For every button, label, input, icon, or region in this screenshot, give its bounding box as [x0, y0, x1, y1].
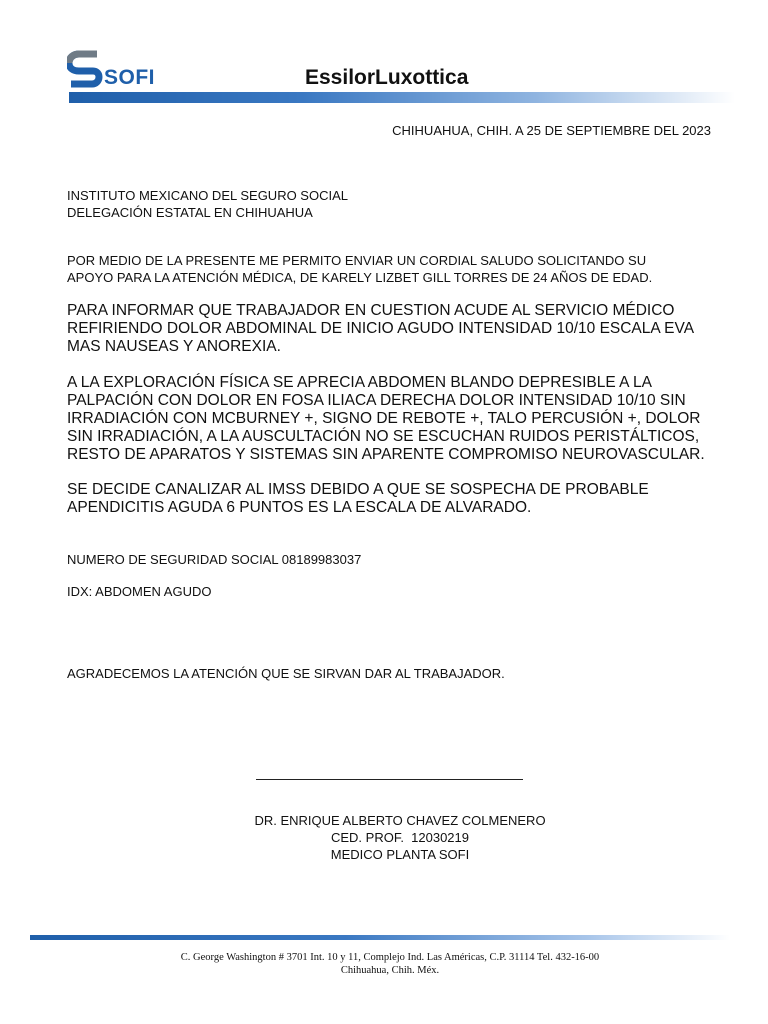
signer-role: MEDICO PLANTA SOFI — [330, 847, 470, 862]
paragraph-line: PARA INFORMAR QUE TRABAJADOR EN CUESTION ACUDE AL SERVICIO MÉDICO — [67, 302, 675, 319]
paragraph-exam — [67, 374, 727, 464]
footer-address — [140, 951, 640, 977]
signer-name: DR. ENRIQUE ALBERTO CHAVEZ COLMENERO — [254, 813, 546, 828]
paragraph-line: PALPACIÓN CON DOLOR EN FOSA ILIACA DERECHA DOLOR INTENSIDAD 10/10 SIN — [67, 392, 686, 409]
footer-line: Chihuahua, Chih. Méx. — [340, 965, 440, 976]
paragraph-line: A LA EXPLORACIÓN FÍSICA SE APRECIA ABDOMEN BLANDO DEPRESIBLE A LA — [67, 374, 652, 391]
paragraph-line: REFIRIENDO DOLOR ABDOMINAL DE INICIO AGUDO INTENSIDAD 10/10 ESCALA EVA — [67, 320, 695, 337]
signer-license: CED. PROF. 12030219 — [330, 830, 470, 845]
recipient-line: DELEGACIÓN ESTATAL EN CHIHUAHUA — [67, 205, 313, 220]
brand-name: EssilorLuxottica — [305, 66, 469, 89]
sofi-logo-icon — [67, 50, 107, 92]
social-security-number: NUMERO DE SEGURIDAD SOCIAL 08189983037 — [67, 552, 362, 567]
paragraph-line: SE DECIDE CANALIZAR AL IMSS DEBIDO A QUE SE SOSPECHA DE PROBABLE — [67, 481, 649, 498]
paragraph-line: IRRADIACIÓN CON MCBURNEY +, SIGNO DE REBOTE +, TALO PERCUSIÓN +, DOLOR — [67, 410, 701, 427]
signature-line — [256, 779, 523, 780]
diagnosis: IDX: ABDOMEN AGUDO — [67, 584, 212, 599]
paragraph-symptoms — [67, 302, 727, 356]
logo-text: SOFI — [104, 66, 156, 89]
signature-block — [200, 812, 600, 863]
paragraph-line: POR MEDIO DE LA PRESENTE ME PERMITO ENVIAR UN CORDIAL SALUDO SOLICITANDO SU — [67, 253, 647, 268]
footer-line: C. George Washington # 3701 Int. 10 y 11, Complejo Ind. Las Américas, C.P. 31114 Tel. 432-16-00 — [180, 952, 600, 963]
date-line: CHIHUAHUA, CHIH. A 25 DE SEPTIEMBRE DEL 2023 — [392, 123, 711, 138]
paragraph-line: SIN IRRADIACIÓN, A LA AUSCULTACIÓN NO SE ESCUCHAN RUIDOS PERISTÁLTICOS, — [67, 428, 700, 445]
closing-line: AGRADECEMOS LA ATENCIÓN QUE SE SIRVAN DAR AL TRABAJADOR. — [67, 666, 505, 681]
paragraph-intro — [67, 252, 727, 286]
paragraph-line: MAS NAUSEAS Y ANOREXIA. — [67, 338, 281, 355]
recipient-line: INSTITUTO MEXICANO DEL SEGURO SOCIAL — [67, 188, 348, 203]
paragraph-line: APENDICITIS AGUDA 6 PUNTOS ES LA ESCALA DE ALVARADO. — [67, 499, 532, 516]
paragraph-line: APOYO PARA LA ATENCIÓN MÉDICA, DE KARELY LIZBET GILL TORRES DE 24 AÑOS DE EDAD. — [67, 270, 653, 285]
recipient — [67, 187, 348, 221]
paragraph-line: RESTO DE APARATOS Y SISTEMAS SIN APARENTE COMPROMISO NEUROVASCULAR. — [67, 446, 705, 463]
paragraph-decision — [67, 481, 727, 517]
header-bar — [69, 92, 735, 103]
footer-bar — [30, 935, 730, 940]
